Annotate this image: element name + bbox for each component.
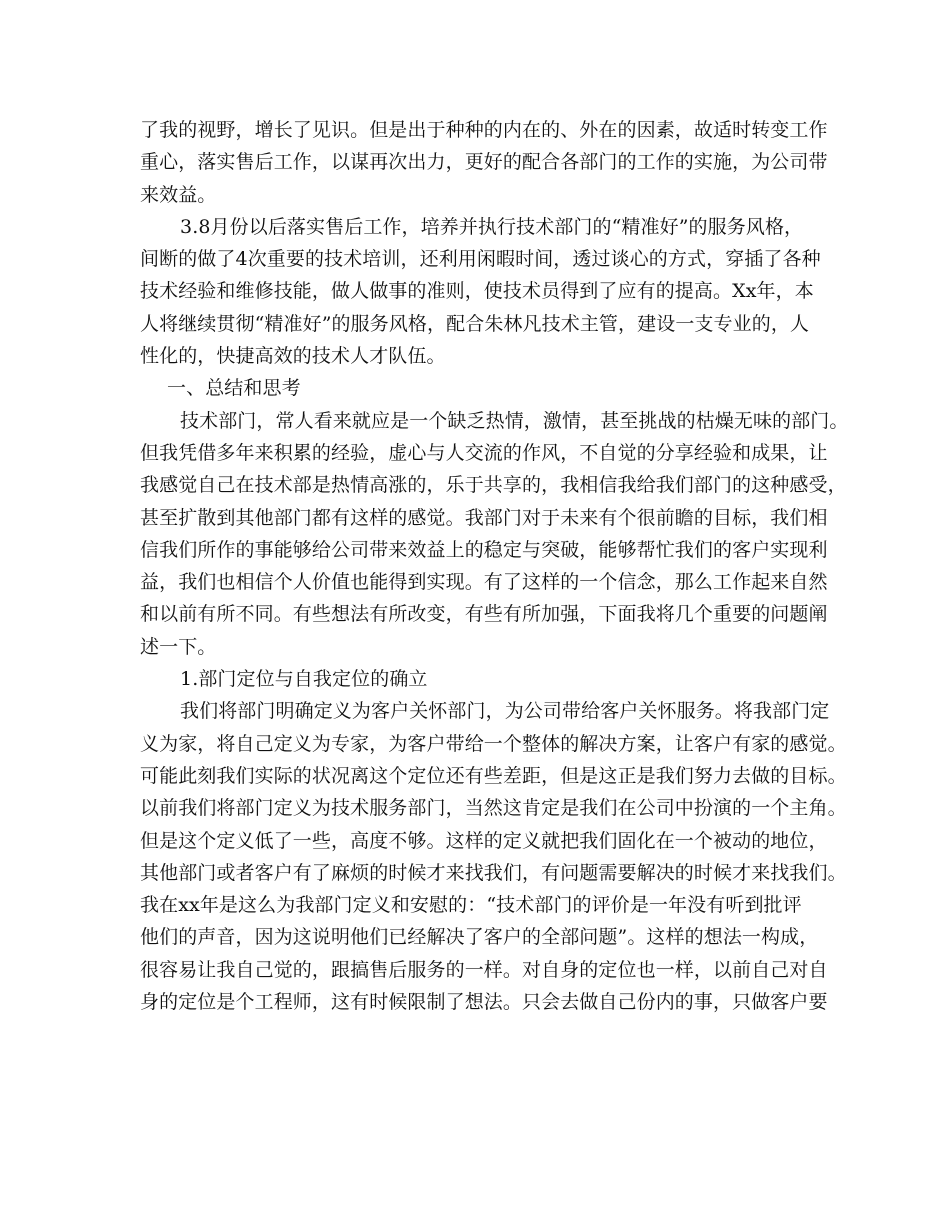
text-line: 义为家，将自己定义为专家，为客户带给一个整体的解决方案，让客户有家的感觉。 bbox=[140, 732, 847, 755]
text-line: 技术部门，常人看来就应是一个缺乏热情，激情，甚至挑战的枯燥无味的部门。 bbox=[180, 409, 849, 432]
text-line: 我们将部门明确定义为客户关怀部门，为公司带给客户关怀服务。将我部门定 bbox=[180, 700, 830, 723]
text-line: 信我们所作的事能够给公司带来效益上的稳定与突破，能够帮忙我们的客户实现利 bbox=[140, 538, 828, 561]
text-line: 可能此刻我们实际的状况离这个定位还有些差距，但是这正是我们努力去做的目标。 bbox=[140, 764, 847, 787]
text-line: 甚至扩散到其他部门都有这样的感觉。我部门对于未来有个很前瞻的目标，我们相 bbox=[140, 506, 828, 529]
text-line: 述一下。 bbox=[140, 635, 217, 658]
text-line: 间断的做了4次重要的技术培训，还利用闲暇时间，透过谈心的方式，穿插了各种 bbox=[140, 248, 821, 271]
text-line: 他们的声音，因为这说明他们已经解决了客户的全部问题”。这样的想法一构成， bbox=[140, 926, 819, 949]
text-line: 和以前有所不同。有些想法有所改变，有些有所加强，下面我将几个重要的问题阐 bbox=[140, 603, 828, 626]
text-line: 3.8月份以后落实售后工作，培养并执行技术部门的“精准好”的服务风格， bbox=[180, 215, 804, 238]
document-page bbox=[140, 114, 849, 1018]
text-line: 身的定位是个工程师，这有时候限制了想法。只会去做自己份内的事，只做客户要 bbox=[140, 991, 828, 1014]
text-line: 很容易让我自己觉的，跟搞售后服务的一样。对自身的定位也一样，以前自己对自 bbox=[140, 958, 828, 981]
text-line: 我在xx年是这么为我部门定义和安慰的：“技术部门的评价是一年没有听到批评 bbox=[140, 894, 802, 917]
text-line: 益，我们也相信个人价值也能得到实现。有了这样的一个信念，那么工作起来自然 bbox=[140, 571, 828, 594]
text-line: 我感觉自己在技术部是热情高涨的，乐于共享的，我相信我给我们部门的这种感受， bbox=[140, 474, 847, 497]
text-line: 重心，落实售后工作，以谋再次出力，更好的配合各部门的工作的实施，为公司带 bbox=[140, 151, 828, 174]
text-line: 以前我们将部门定义为技术服务部门，当然这肯定是我们在公司中扮演的一个主角。 bbox=[140, 797, 847, 820]
text-line: 了我的视野，增长了见识。但是出于种种的内在的、外在的因素，故适时转变工作 bbox=[140, 119, 828, 141]
text-line: 但我凭借多年来积累的经验，虚心与人交流的作风，不自觉的分享经验和成果，让 bbox=[140, 441, 828, 464]
text-line: 来效益。 bbox=[140, 183, 217, 206]
text-line: 但是这个定义低了一些，高度不够。这样的定义就把我们固化在一个被动的地位， bbox=[140, 829, 828, 852]
text-line: 技术经验和维修技能，做人做事的准则，使技术员得到了应有的提高。Xx年，本 bbox=[140, 280, 814, 303]
text-line: 其他部门或者客户有了麻烦的时候才来找我们，有问题需要解决的时候才来找我们。 bbox=[140, 861, 847, 884]
text-line: 1.部门定位与自我定位的确立 bbox=[180, 668, 428, 691]
text-line: 人将继续贯彻“精准好”的服务风格，配合朱林凡技术主管，建设一支专业的，人 bbox=[140, 312, 810, 335]
text-line: 一、总结和思考 bbox=[167, 377, 301, 400]
text-line: 性化的，快捷高效的技术人才队伍。 bbox=[140, 345, 446, 368]
